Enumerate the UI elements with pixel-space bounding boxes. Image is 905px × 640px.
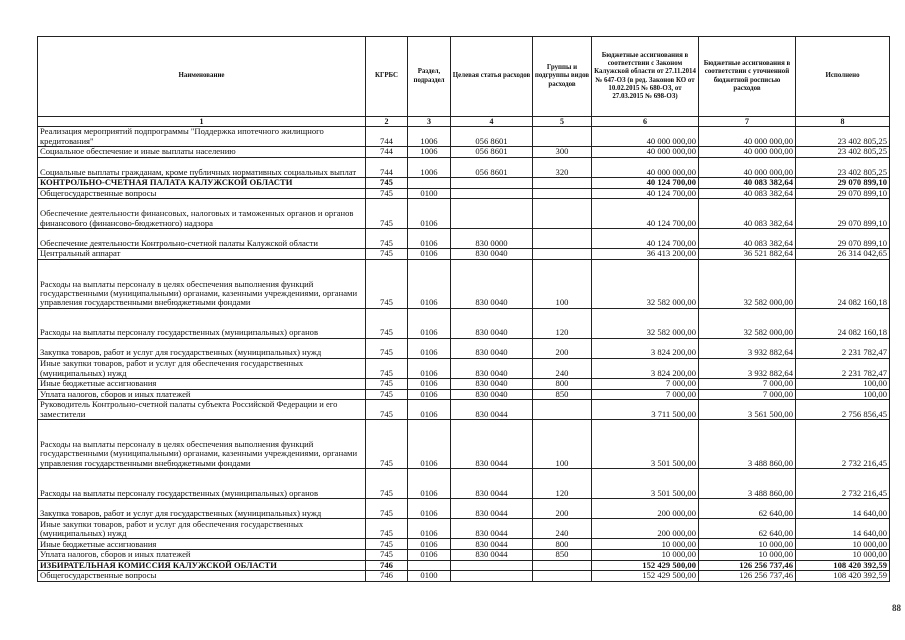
header-refined: Бюджетные ассигнования в соответствии с уточненной бюджетной росписью расходов: [699, 37, 796, 117]
row-name: Иные закупки товаров, работ и услуг для обеспечения государственных (муниципальных) нужд: [38, 519, 366, 539]
row-target: 830 0040: [451, 338, 533, 358]
header-law: Бюджетные ассигнования в соответствии с Законом Калужской области от 27.11.2014 № 647-ОЗ (в ред. Законов КО от 10.02.2015 № 680-ОЗ, от 27.03.2015 № 698-ОЗ): [592, 37, 699, 117]
col-number: 8: [796, 117, 890, 127]
row-name: Расходы на выплаты персоналу государственных (муниципальных) органов: [38, 308, 366, 338]
row-executed-amount: 108 420 392,59: [796, 571, 890, 582]
row-name: Обеспечение деятельности финансовых, налоговых и таможенных органов и органов финансового (финансово-бюджетного) надзора: [38, 199, 366, 229]
row-target: [451, 571, 533, 582]
row-refined-amount: 3 932 882,64: [699, 338, 796, 358]
row-name: Уплата налогов, сборов и иных платежей: [38, 550, 366, 561]
row-target: [451, 188, 533, 199]
table-row: [38, 378, 890, 389]
row-group: 120: [533, 469, 592, 499]
row-group: [533, 188, 592, 199]
row-law-amount: 10 000,00: [592, 539, 699, 550]
table-row: [38, 259, 890, 308]
table-row: [38, 469, 890, 499]
row-group: [533, 249, 592, 260]
header-row: [38, 37, 890, 117]
row-section: 1006: [408, 147, 451, 158]
row-group: [533, 228, 592, 248]
row-refined-amount: 3 561 500,00: [699, 400, 796, 420]
row-kgrbs: 745: [366, 199, 408, 229]
row-group: 800: [533, 539, 592, 550]
row-target: 830 0040: [451, 308, 533, 338]
row-executed-amount: 29 070 899,10: [796, 199, 890, 229]
row-section: 0106: [408, 400, 451, 420]
row-name: Общегосударственные вопросы: [38, 188, 366, 199]
row-target: 056 8601: [451, 147, 533, 158]
row-executed-amount: 24 082 160,18: [796, 308, 890, 338]
col-number: 1: [38, 117, 366, 127]
table-row: [38, 308, 890, 338]
row-refined-amount: 36 521 882,64: [699, 249, 796, 260]
row-name: ИЗБИРАТЕЛЬНАЯ КОМИССИЯ КАЛУЖСКОЙ ОБЛАСТИ: [38, 560, 366, 571]
row-target: 830 0044: [451, 420, 533, 469]
row-law-amount: 3 501 500,00: [592, 469, 699, 499]
row-section: 0106: [408, 420, 451, 469]
row-law-amount: 36 413 200,00: [592, 249, 699, 260]
row-section: 0106: [408, 259, 451, 308]
row-kgrbs: 746: [366, 571, 408, 582]
table-row: [38, 358, 890, 378]
row-section: 0106: [408, 358, 451, 378]
row-executed-amount: 24 082 160,18: [796, 259, 890, 308]
table-row: [38, 571, 890, 582]
row-group: 850: [533, 389, 592, 400]
row-executed-amount: 26 314 042,65: [796, 249, 890, 260]
table-row: [38, 420, 890, 469]
row-name: Уплата налогов, сборов и иных платежей: [38, 389, 366, 400]
row-executed-amount: 100,00: [796, 378, 890, 389]
row-kgrbs: 744: [366, 157, 408, 177]
col-number: 3: [408, 117, 451, 127]
table-row: [38, 249, 890, 260]
row-refined-amount: 62 640,00: [699, 519, 796, 539]
row-group: 240: [533, 519, 592, 539]
row-refined-amount: 32 582 000,00: [699, 259, 796, 308]
row-target: 830 0044: [451, 469, 533, 499]
row-law-amount: 40 124 700,00: [592, 199, 699, 229]
row-name: Социальное обеспечение и иные выплаты населению: [38, 147, 366, 158]
row-executed-amount: 29 070 899,10: [796, 188, 890, 199]
table-row: [38, 560, 890, 571]
header-groups: Группы и подгруппы видов расходов: [533, 37, 592, 117]
row-executed-amount: 23 402 805,25: [796, 157, 890, 177]
row-refined-amount: 40 000 000,00: [699, 157, 796, 177]
row-kgrbs: 745: [366, 308, 408, 338]
row-section: 0106: [408, 519, 451, 539]
row-section: [408, 560, 451, 571]
row-refined-amount: 10 000,00: [699, 539, 796, 550]
row-law-amount: 40 000 000,00: [592, 157, 699, 177]
row-section: 0106: [408, 389, 451, 400]
row-name: Иные бюджетные ассигнования: [38, 378, 366, 389]
table-row: [38, 338, 890, 358]
row-target: 830 0044: [451, 550, 533, 561]
row-name: Расходы на выплаты персоналу в целях обеспечения выполнения функций государственными (муниципальными) органами, казенными учреждениями, органами управления государственными внебюджетными фондами: [38, 420, 366, 469]
row-target: 056 8601: [451, 157, 533, 177]
row-target: [451, 177, 533, 188]
row-kgrbs: 745: [366, 378, 408, 389]
row-name: Закупка товаров, работ и услуг для государственных (муниципальных) нужд: [38, 499, 366, 519]
row-group: [533, 177, 592, 188]
row-executed-amount: 2 732 216,45: [796, 420, 890, 469]
row-target: 830 0040: [451, 389, 533, 400]
table-row: [38, 127, 890, 147]
row-executed-amount: 23 402 805,25: [796, 147, 890, 158]
row-section: 0106: [408, 469, 451, 499]
budget-table: [37, 36, 890, 582]
table-row: [38, 389, 890, 400]
row-group: [533, 127, 592, 147]
column-number-row: [38, 117, 890, 127]
page-number: 88: [892, 603, 901, 613]
row-kgrbs: 745: [366, 400, 408, 420]
row-section: 0106: [408, 550, 451, 561]
row-law-amount: 200 000,00: [592, 519, 699, 539]
col-number: 4: [451, 117, 533, 127]
row-group: 200: [533, 338, 592, 358]
row-target: 830 0040: [451, 249, 533, 260]
row-executed-amount: 10 000,00: [796, 550, 890, 561]
row-group: 300: [533, 147, 592, 158]
row-section: 0106: [408, 228, 451, 248]
row-law-amount: 40 124 700,00: [592, 177, 699, 188]
row-law-amount: 32 582 000,00: [592, 308, 699, 338]
table-row: [38, 499, 890, 519]
row-target: 830 0044: [451, 519, 533, 539]
row-executed-amount: 23 402 805,25: [796, 127, 890, 147]
budget-sheet: [37, 36, 889, 582]
row-executed-amount: 2 732 216,45: [796, 469, 890, 499]
row-refined-amount: 40 000 000,00: [699, 147, 796, 158]
row-refined-amount: 3 932 882,64: [699, 358, 796, 378]
row-section: 0106: [408, 249, 451, 260]
row-name: Руководитель Контрольно-счетной палаты субъекта Российской Федерации и его заместители: [38, 400, 366, 420]
row-law-amount: 32 582 000,00: [592, 259, 699, 308]
col-number: 5: [533, 117, 592, 127]
row-kgrbs: 745: [366, 358, 408, 378]
table-row: [38, 177, 890, 188]
row-law-amount: 3 501 500,00: [592, 420, 699, 469]
row-executed-amount: 10 000,00: [796, 539, 890, 550]
row-kgrbs: 746: [366, 560, 408, 571]
row-name: Обеспечение деятельности Контрольно-счетной палаты Калужской области: [38, 228, 366, 248]
table-body: [38, 127, 890, 582]
row-kgrbs: 745: [366, 259, 408, 308]
row-kgrbs: 745: [366, 519, 408, 539]
row-name: Иные бюджетные ассигнования: [38, 539, 366, 550]
row-law-amount: 200 000,00: [592, 499, 699, 519]
table-row: [38, 157, 890, 177]
row-target: 830 0000: [451, 228, 533, 248]
row-law-amount: 3 824 200,00: [592, 338, 699, 358]
row-executed-amount: 14 640,00: [796, 519, 890, 539]
row-executed-amount: 2 231 782,47: [796, 358, 890, 378]
row-kgrbs: 744: [366, 127, 408, 147]
row-group: 100: [533, 420, 592, 469]
header-executed: Исполнено: [796, 37, 890, 117]
row-law-amount: 40 000 000,00: [592, 147, 699, 158]
row-law-amount: 40 124 700,00: [592, 228, 699, 248]
header-target: Целевая статья расходов: [451, 37, 533, 117]
row-law-amount: 10 000,00: [592, 550, 699, 561]
row-refined-amount: 126 256 737,46: [699, 571, 796, 582]
row-kgrbs: 745: [366, 249, 408, 260]
row-target: 056 8601: [451, 127, 533, 147]
row-section: 0106: [408, 539, 451, 550]
row-target: 830 0040: [451, 259, 533, 308]
row-kgrbs: 745: [366, 420, 408, 469]
row-refined-amount: 7 000,00: [699, 389, 796, 400]
row-kgrbs: 745: [366, 188, 408, 199]
row-name: Центральный аппарат: [38, 249, 366, 260]
row-refined-amount: 40 000 000,00: [699, 127, 796, 147]
row-refined-amount: 10 000,00: [699, 550, 796, 561]
row-law-amount: 152 429 500,00: [592, 571, 699, 582]
row-refined-amount: 62 640,00: [699, 499, 796, 519]
row-section: 0106: [408, 378, 451, 389]
row-law-amount: 7 000,00: [592, 389, 699, 400]
row-refined-amount: 40 083 382,64: [699, 177, 796, 188]
row-name: КОНТРОЛЬНО-СЧЕТНАЯ ПАЛАТА КАЛУЖСКОЙ ОБЛАСТИ: [38, 177, 366, 188]
row-kgrbs: 745: [366, 550, 408, 561]
row-group: [533, 400, 592, 420]
row-law-amount: 40 000 000,00: [592, 127, 699, 147]
row-section: 0106: [408, 338, 451, 358]
row-section: 1006: [408, 127, 451, 147]
row-target: 830 0044: [451, 400, 533, 420]
row-section: [408, 177, 451, 188]
header-section: Раздел, подраздел: [408, 37, 451, 117]
table-row: [38, 147, 890, 158]
row-group: 240: [533, 358, 592, 378]
row-name: Закупка товаров, работ и услуг для государственных (муниципальных) нужд: [38, 338, 366, 358]
row-law-amount: 3 824 200,00: [592, 358, 699, 378]
row-executed-amount: 108 420 392,59: [796, 560, 890, 571]
row-law-amount: 3 711 500,00: [592, 400, 699, 420]
row-group: [533, 199, 592, 229]
row-refined-amount: 7 000,00: [699, 378, 796, 389]
row-kgrbs: 745: [366, 499, 408, 519]
row-section: 0106: [408, 308, 451, 338]
row-group: 320: [533, 157, 592, 177]
row-group: 120: [533, 308, 592, 338]
table-row: [38, 228, 890, 248]
row-refined-amount: 40 083 382,64: [699, 188, 796, 199]
table-row: [38, 550, 890, 561]
row-target: [451, 199, 533, 229]
row-kgrbs: 745: [366, 389, 408, 400]
row-kgrbs: 745: [366, 469, 408, 499]
row-target: 830 0044: [451, 539, 533, 550]
row-name: Расходы на выплаты персоналу государственных (муниципальных) органов: [38, 469, 366, 499]
table-row: [38, 188, 890, 199]
row-group: [533, 560, 592, 571]
header-kgrbs: КГРБС: [366, 37, 408, 117]
row-section: 1006: [408, 157, 451, 177]
table-row: [38, 519, 890, 539]
row-kgrbs: 745: [366, 338, 408, 358]
row-refined-amount: 40 083 382,64: [699, 199, 796, 229]
row-refined-amount: 3 488 860,00: [699, 469, 796, 499]
row-target: 830 0044: [451, 499, 533, 519]
row-section: 0100: [408, 188, 451, 199]
row-target: 830 0040: [451, 358, 533, 378]
table-row: [38, 199, 890, 229]
row-name: Реализация мероприятий подпрограммы "Поддержка ипотечного жилищного кредитования": [38, 127, 366, 147]
row-law-amount: 7 000,00: [592, 378, 699, 389]
row-refined-amount: 3 488 860,00: [699, 420, 796, 469]
row-group: 850: [533, 550, 592, 561]
row-executed-amount: 29 070 899,10: [796, 228, 890, 248]
row-section: 0100: [408, 571, 451, 582]
table-row: [38, 539, 890, 550]
row-executed-amount: 2 756 856,45: [796, 400, 890, 420]
row-group: 200: [533, 499, 592, 519]
row-law-amount: 40 124 700,00: [592, 188, 699, 199]
table-row: [38, 400, 890, 420]
col-number: 2: [366, 117, 408, 127]
col-number: 7: [699, 117, 796, 127]
row-executed-amount: 2 231 782,47: [796, 338, 890, 358]
row-group: 800: [533, 378, 592, 389]
row-group: 100: [533, 259, 592, 308]
row-executed-amount: 29 070 899,10: [796, 177, 890, 188]
row-section: 0106: [408, 199, 451, 229]
row-name: Социальные выплаты гражданам, кроме публичных нормативных социальных выплат: [38, 157, 366, 177]
row-refined-amount: 126 256 737,46: [699, 560, 796, 571]
row-target: [451, 560, 533, 571]
col-number: 6: [592, 117, 699, 127]
row-target: 830 0040: [451, 378, 533, 389]
row-name: Расходы на выплаты персоналу в целях обеспечения выполнения функций государственными (муниципальными) органами, казенными учреждениями, органами управления государственными внебюджетными фондами: [38, 259, 366, 308]
row-name: Иные закупки товаров, работ и услуг для обеспечения государственных (муниципальных) нужд: [38, 358, 366, 378]
header-name: Наименование: [38, 37, 366, 117]
row-kgrbs: 745: [366, 177, 408, 188]
row-refined-amount: 32 582 000,00: [699, 308, 796, 338]
row-executed-amount: 14 640,00: [796, 499, 890, 519]
row-kgrbs: 745: [366, 539, 408, 550]
row-name: Общегосударственные вопросы: [38, 571, 366, 582]
row-section: 0106: [408, 499, 451, 519]
row-refined-amount: 40 083 382,64: [699, 228, 796, 248]
row-kgrbs: 745: [366, 228, 408, 248]
row-kgrbs: 744: [366, 147, 408, 158]
row-group: [533, 571, 592, 582]
row-law-amount: 152 429 500,00: [592, 560, 699, 571]
row-executed-amount: 100,00: [796, 389, 890, 400]
